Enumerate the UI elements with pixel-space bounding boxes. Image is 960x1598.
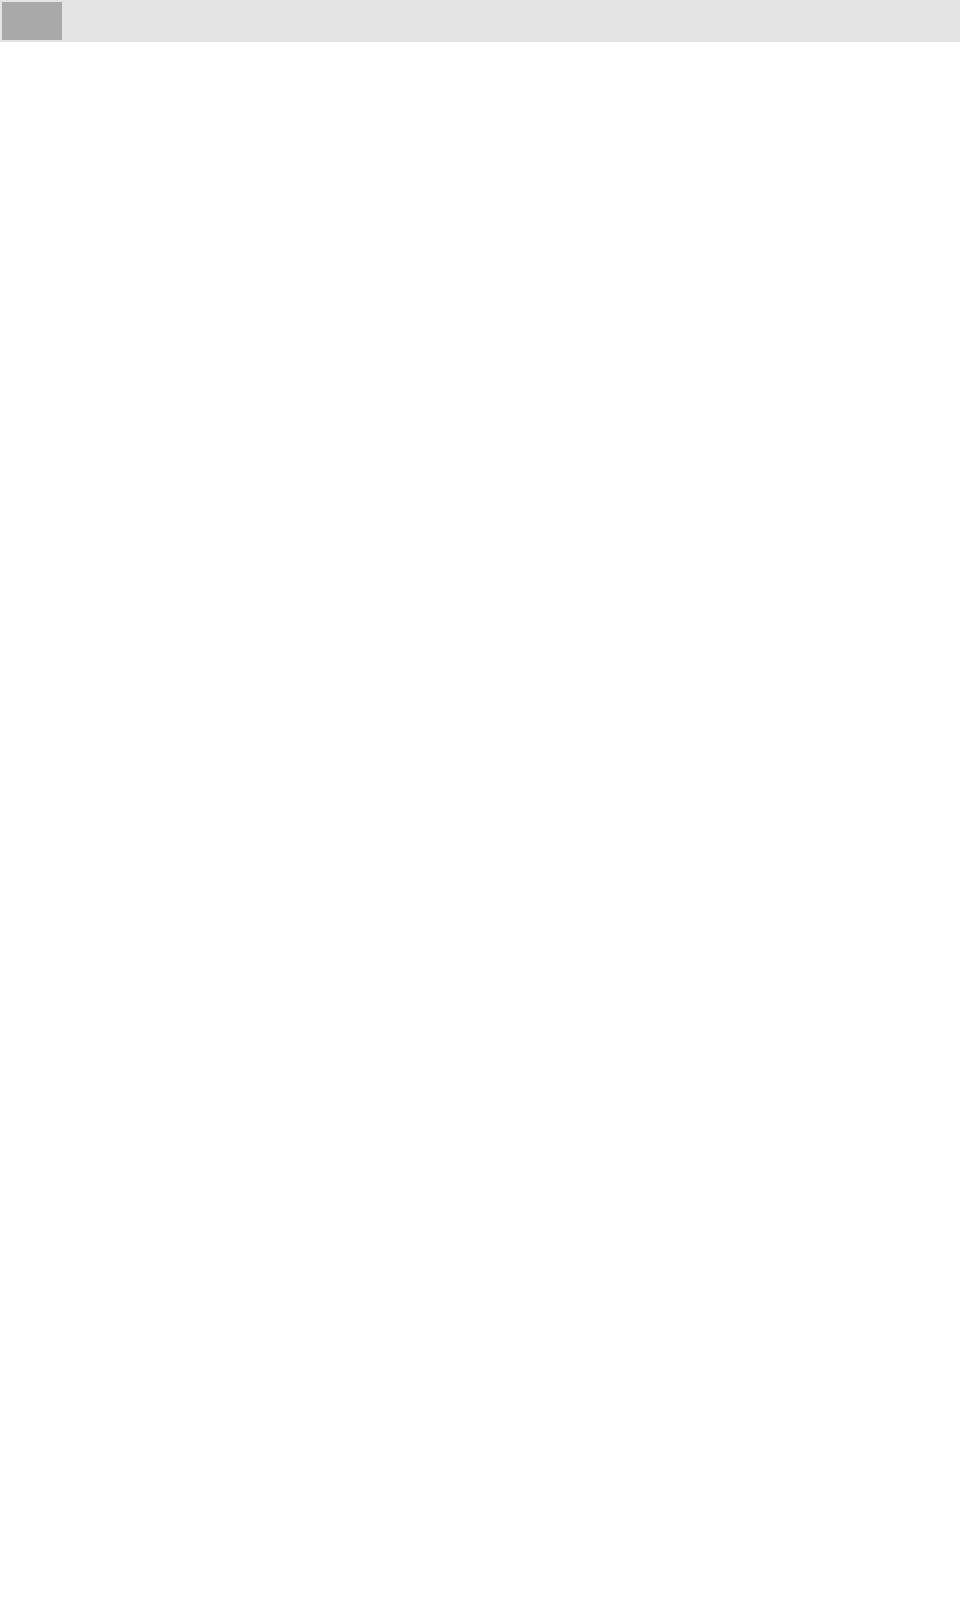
header-bar (0, 0, 960, 42)
table-of-contents (0, 85, 960, 163)
chapter-heading (8, 107, 960, 147)
header-tab-block (2, 2, 62, 40)
